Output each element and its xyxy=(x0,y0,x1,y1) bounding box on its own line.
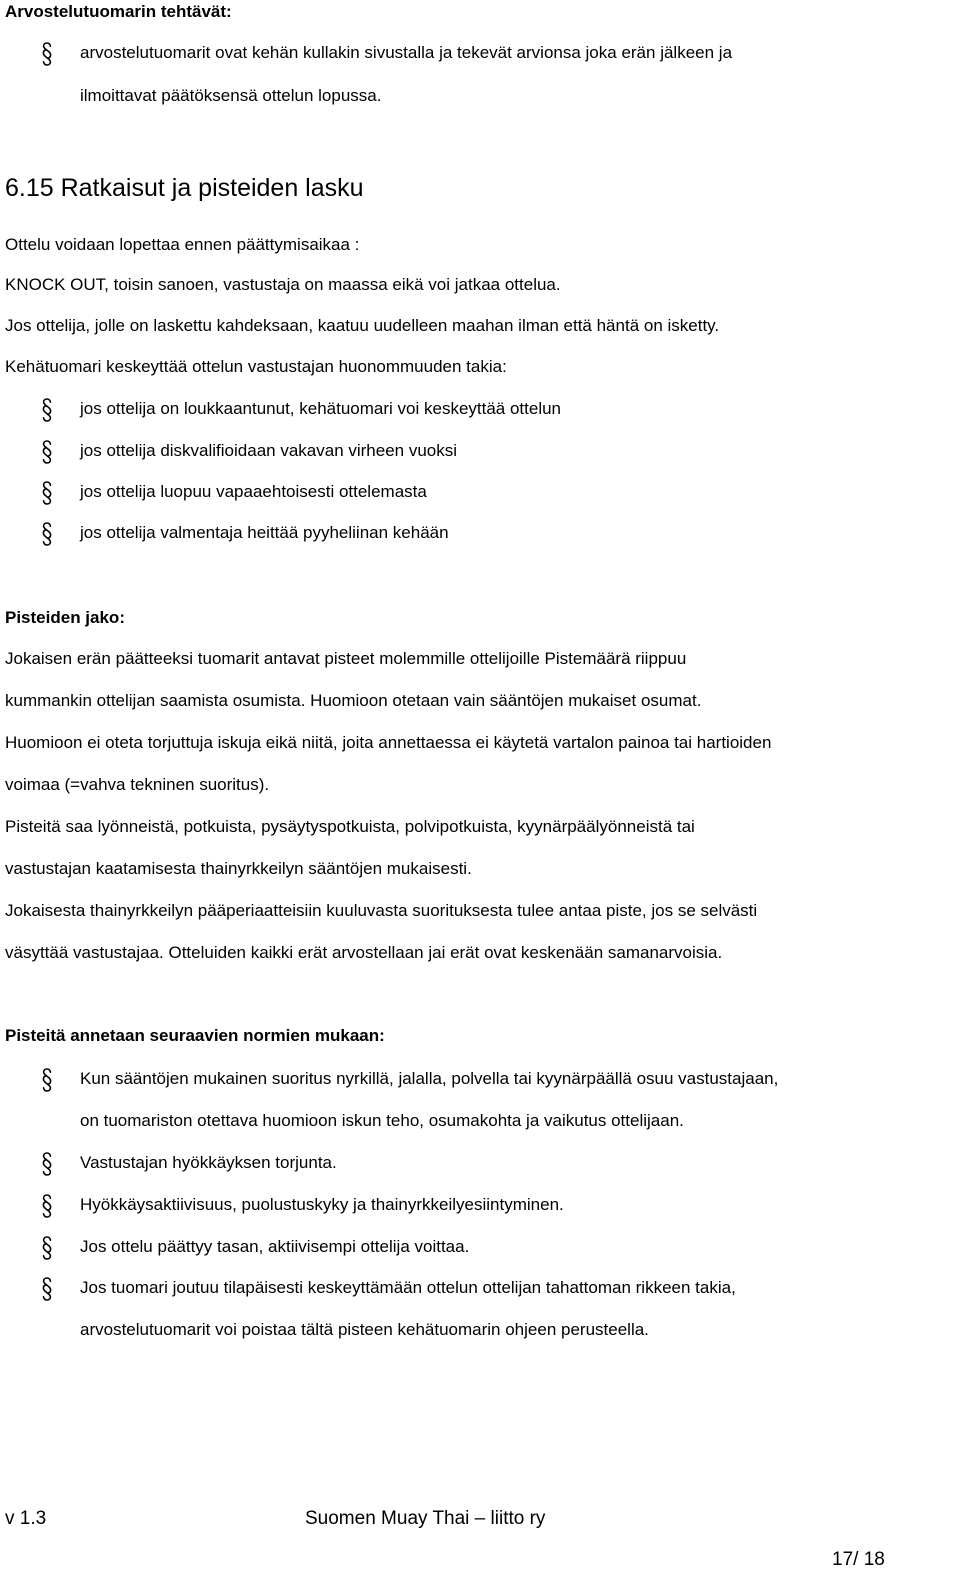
knockout-line: KNOCK OUT, toisin sanoen, vastustaja on maassa eikä voi jatkaa ottelua. xyxy=(5,275,561,294)
norms-bullet-5-line-2: arvostelutuomarit voi poistaa tältä pisteen kehätuomarin ohjeen perusteella. xyxy=(80,1320,649,1339)
section-sign-bullet-icon xyxy=(40,1235,54,1261)
section-sign-bullet-icon xyxy=(40,1067,54,1093)
knockout-detail: Jos ottelija, jolle on laskettu kahdeksaan, kaatuu uudelleen maahan ilman että häntä on isketty. xyxy=(5,316,720,335)
points-line-5: Pisteitä saa lyönneistä, potkuista, pysäytyspotkuista, polvipotkuista, kyynärpäälyönneistä tai xyxy=(5,817,695,836)
footer-version: v 1.3 xyxy=(5,1508,47,1529)
judges-bullet-1-line-2: ilmoittavat päätöksensä ottelun lopussa. xyxy=(80,86,382,105)
judges-bullet-1-line-1: arvostelutuomarit ovat kehän kullakin sivustalla ja tekevät arvionsa joka erän jälkeen ja xyxy=(80,43,733,62)
points-line-4: voimaa (=vahva tekninen suoritus). xyxy=(5,775,270,794)
norms-bullet-1-line-1: Kun sääntöjen mukainen suoritus nyrkillä, jalalla, polvella tai kyynärpäällä osuu vastustajaan, xyxy=(80,1069,779,1088)
footer-page-number: 17/ 18 xyxy=(832,1549,885,1570)
norms-heading: Pisteitä annetaan seuraavien normien mukaan: xyxy=(5,1026,385,1045)
section-sign-bullet-icon xyxy=(40,480,54,506)
norms-bullet-4: Jos ottelu päättyy tasan, aktiivisempi ottelija voittaa. xyxy=(80,1237,470,1256)
section-sign-bullet-icon xyxy=(40,1276,54,1302)
judges-heading: Arvostelutuomarin tehtävät: xyxy=(5,2,232,21)
section-sign-bullet-icon xyxy=(40,1193,54,1219)
section-title: 6.15 Ratkaisut ja pisteiden lasku xyxy=(5,174,364,202)
norms-bullet-5-line-1: Jos tuomari joutuu tilapäisesti keskeyttämään ottelun ottelijan tahattoman rikkeen takia, xyxy=(80,1278,736,1297)
points-line-7: Jokaisesta thainyrkkeilyn pääperiaatteisiin kuuluvasta suorituksesta tulee antaa piste, jos se selvästi xyxy=(5,901,758,920)
section-sign-bullet-icon xyxy=(40,41,54,67)
section-sign-bullet-icon xyxy=(40,439,54,465)
norms-bullet-1-line-2: on tuomariston otettava huomioon iskun teho, osumakohta ja vaikutus ottelijaan. xyxy=(80,1111,684,1130)
referee-stop-line: Kehätuomari keskeyttää ottelun vastustajan huonommuuden takia: xyxy=(5,357,507,376)
footer-organization: Suomen Muay Thai – liitto ry xyxy=(305,1508,546,1529)
section-sign-bullet-icon xyxy=(40,1151,54,1177)
points-line-1: Jokaisen erän päätteeksi tuomarit antavat pisteet molemmille ottelijoille Pistemäärä riippuu xyxy=(5,649,687,668)
norms-bullet-2: Vastustajan hyökkäyksen torjunta. xyxy=(80,1153,337,1172)
referee-bullet-2: jos ottelija diskvalifioidaan vakavan virheen vuoksi xyxy=(80,441,458,460)
points-heading: Pisteiden jako: xyxy=(5,608,125,627)
points-line-8: väsyttää vastustajaa. Otteluiden kaikki erät arvostellaan jai erät ovat keskenään samanarvoisia. xyxy=(5,943,723,962)
points-line-3: Huomioon ei oteta torjuttuja iskuja eikä niitä, joita annettaessa ei käytetä vartalon painoa tai hartioiden xyxy=(5,733,772,752)
referee-bullet-1: jos ottelija on loukkaantunut, kehätuomari voi keskeyttää ottelun xyxy=(80,399,562,418)
stop-intro: Ottelu voidaan lopettaa ennen päättymisaikaa : xyxy=(5,235,360,254)
points-line-6: vastustajan kaatamisesta thainyrkkeilyn sääntöjen mukaisesti. xyxy=(5,859,472,878)
referee-bullet-4: jos ottelija valmentaja heittää pyyheliinan kehään xyxy=(80,523,449,542)
section-sign-bullet-icon xyxy=(40,397,54,423)
section-sign-bullet-icon xyxy=(40,521,54,547)
norms-bullet-3: Hyökkäysaktiivisuus, puolustuskyky ja thainyrkkeilyesiintyminen. xyxy=(80,1195,564,1214)
points-line-2: kummankin ottelijan saamista osumista. Huomioon otetaan vain sääntöjen mukaiset osumat. xyxy=(5,691,702,710)
referee-bullet-3: jos ottelija luopuu vapaaehtoisesti ottelemasta xyxy=(80,482,427,501)
